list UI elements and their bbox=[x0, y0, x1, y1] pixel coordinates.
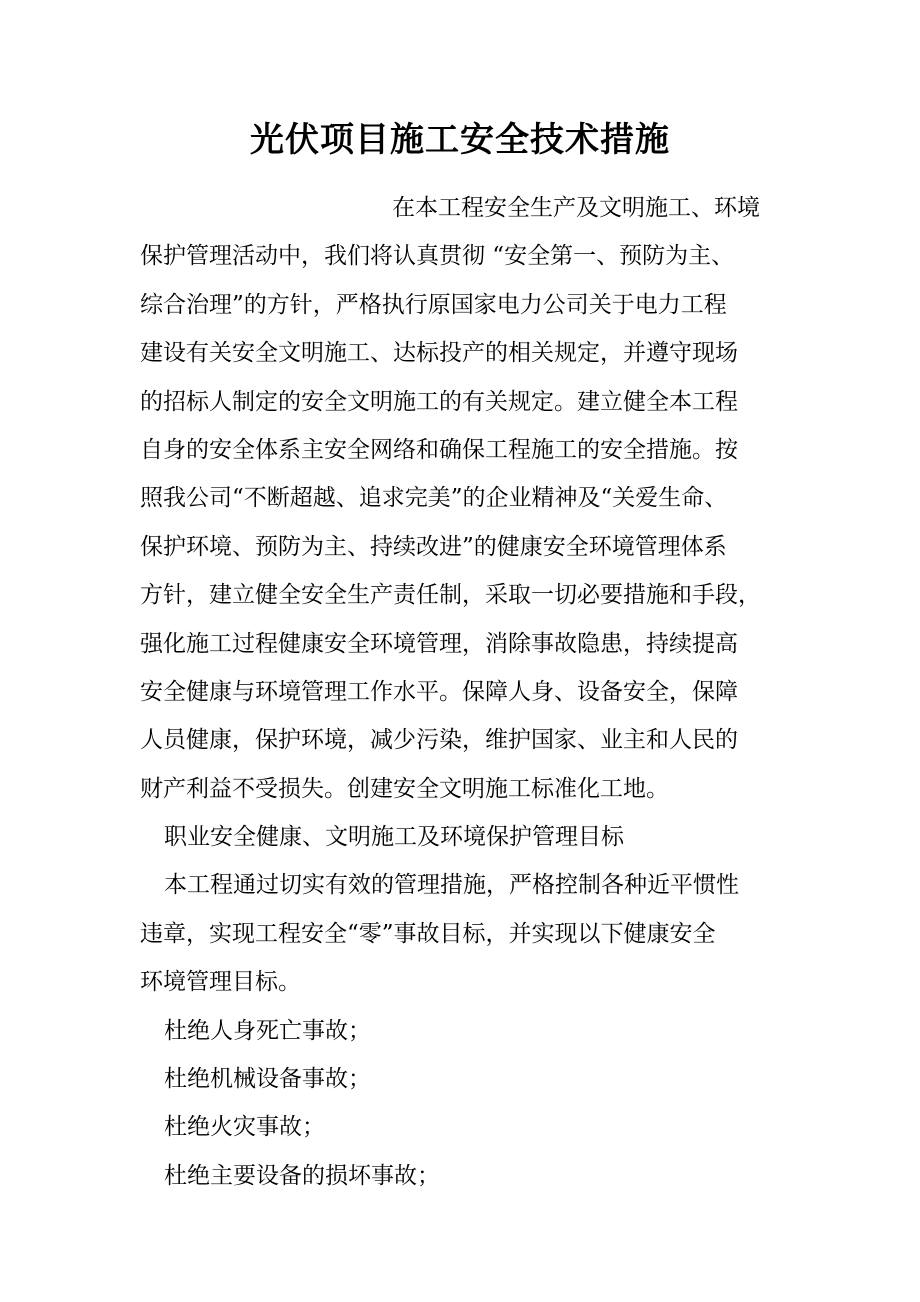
paragraph-line: 的招标人制定的安全文明施工的有关规定。建立健全本工程 bbox=[140, 388, 738, 415]
paragraph-line: 综合治理”的方针，严格执行原国家电力公司关于电力工程 bbox=[140, 291, 727, 318]
paragraph-line: 保护管理活动中，我们将认真贯彻 “安全第一、预防为主、 bbox=[140, 243, 735, 270]
paragraph-line: 保护环境、预防为主、持续改进”的健康安全环境管理体系 bbox=[140, 533, 727, 560]
document-body bbox=[140, 184, 800, 1200]
paragraph-line: 照我公司“不断超越、追求完美”的企业精神及“关爱生命、 bbox=[140, 485, 728, 512]
section-heading: 职业安全健康、文明施工及环境保护管理目标 bbox=[164, 824, 624, 851]
goal-item: 杜绝火灾事故； bbox=[164, 1114, 325, 1141]
paragraph-line: 财产利益不受损失。创建安全文明施工标准化工地。 bbox=[140, 775, 669, 802]
goal-item: 杜绝人身死亡事故； bbox=[164, 1017, 371, 1044]
paragraph-line: 违章，实现工程安全“零”事故目标，并实现以下健康安全 bbox=[140, 920, 716, 947]
document-title: 光伏项目施工安全技术措施 bbox=[250, 120, 670, 160]
goal-item: 杜绝机械设备事故； bbox=[164, 1066, 371, 1093]
paragraph-line: 本工程通过切实有效的管理措施，严格控制各种近平惯性 bbox=[164, 872, 739, 899]
paragraph-line: 自身的安全体系主安全网络和确保工程施工的安全措施。按 bbox=[140, 436, 738, 463]
paragraph-line: 人员健康，保护环境，减少污染，维护国家、业主和人民的 bbox=[140, 727, 738, 754]
paragraph-line: 强化施工过程健康安全环境管理，消除事故隐患，持续提高 bbox=[140, 630, 738, 657]
paragraph-line: 环境管理目标。 bbox=[140, 969, 301, 996]
paragraph-line: 在本工程安全生产及文明施工、环境 bbox=[392, 195, 760, 221]
paragraph-line: 建设有关安全文明施工、达标投产的相关规定，并遵守现场 bbox=[140, 340, 738, 367]
goal-item: 杜绝主要设备的损坏事故； bbox=[164, 1162, 440, 1189]
paragraph-line: 安全健康与环境管理工作水平。保障人身、设备安全，保障 bbox=[140, 678, 738, 705]
paragraph-line: 方针，建立健全安全生产责任制，采取一切必要措施和手段， bbox=[140, 582, 761, 609]
